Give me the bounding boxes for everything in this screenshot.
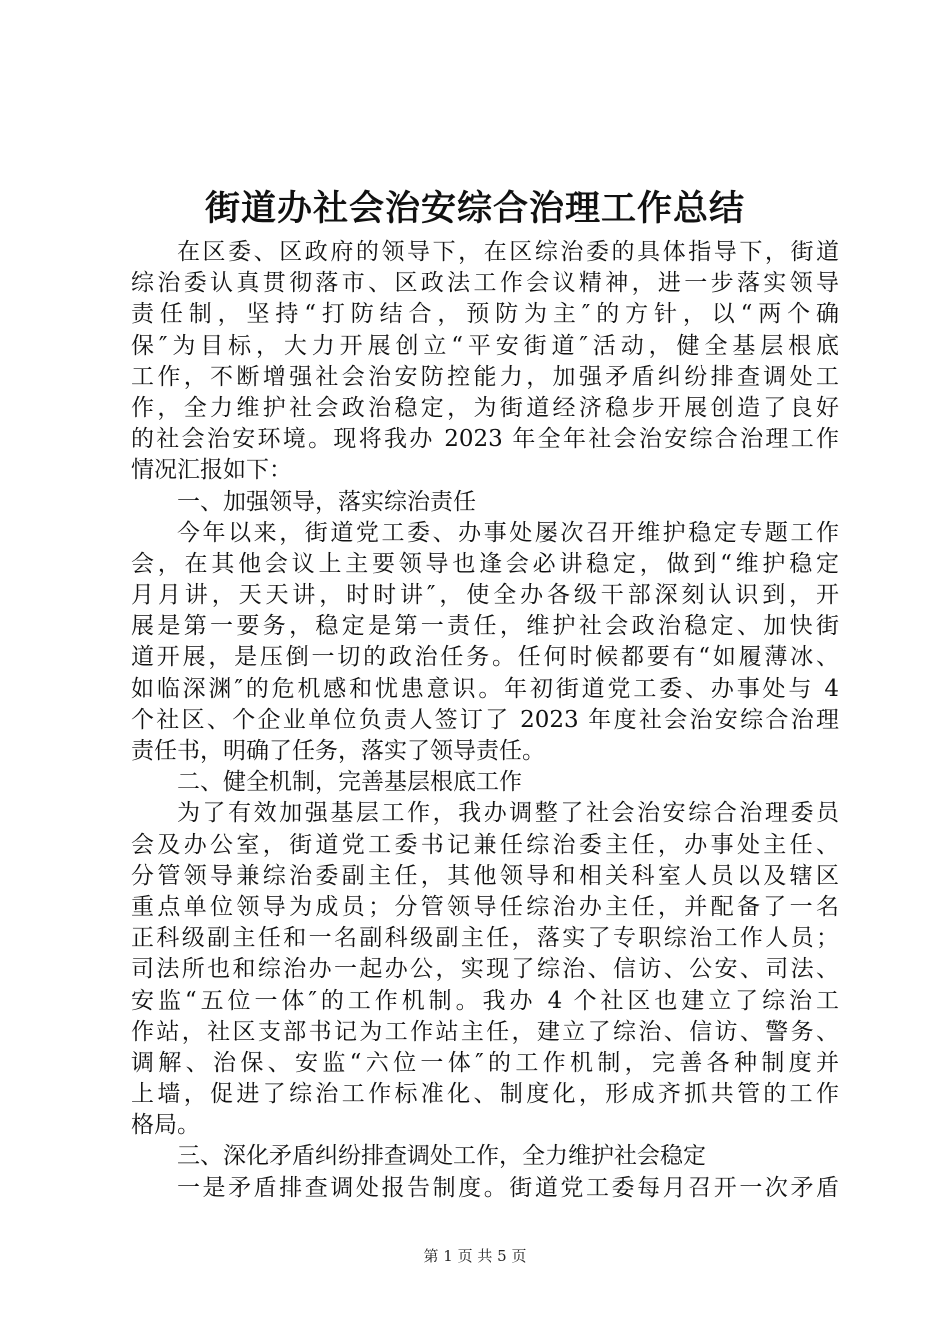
text-line: 今年以来，街道党工委、办事处屡次召开维护稳定专题工作 — [177, 519, 839, 546]
text-line: 责任制，坚持“打防结合，预防为主″的方针，以“两个确 — [131, 301, 839, 328]
text-line: 作，全力维护社会政治稳定，为街道经济稳步开展创造了良好 — [131, 394, 839, 421]
text-line: 三、深化矛盾纠纷排查调处工作，全力维护社会稳定 — [177, 1143, 706, 1170]
text-line: 综治委认真贯彻落市、区政法工作会议精神，进一步落实领导 — [131, 270, 839, 297]
text-line: 格局。 — [131, 1112, 200, 1139]
text-line: 会及办公室，街道党工委书记兼任综治委主任，办事处主任、 — [131, 831, 839, 858]
text-line: 的社会治安环境。现将我办 2023 年全年社会治安综合治理工作 — [131, 426, 839, 453]
text-line: 保″为目标，大力开展创立“平安街道″活动，健全基层根底 — [131, 332, 839, 359]
text-line: 分管领导兼综治委副主任，其他领导和相关科室人员以及辖区 — [131, 862, 839, 889]
text-line: 重点单位领导为成员；分管领导任综治办主任，并配备了一名 — [131, 893, 839, 920]
text-line: 展是第一要务，稳定是第一责任，维护社会政治稳定、加快街 — [131, 613, 839, 640]
document-title: 街道办社会治安综合治理工作总结 — [204, 188, 745, 229]
text-line: 调解、治保、安监“六位一体″的工作机制，完善各种制度并 — [131, 1049, 839, 1076]
text-line: 在区委、区政府的领导下，在区综治委的具体指导下，街道 — [177, 239, 839, 265]
document-body — [131, 237, 839, 1204]
text-line: 安监“五位一体″的工作机制。我办 4 个社区也建立了综治工 — [131, 987, 839, 1014]
text-line: 一、加强领导，落实综治责任 — [177, 488, 476, 515]
text-line: 情况汇报如下： — [131, 457, 292, 484]
text-line: 一是矛盾排查调处报告制度。街道党工委每月召开一次矛盾 — [177, 1174, 839, 1201]
text-line: 道开展，是压倒一切的政治任务。任何时候都要有“如履薄冰、 — [131, 644, 839, 671]
text-line: 如临深渊″的危机感和忧患意识。年初街道党工委、办事处与 4 — [131, 675, 839, 702]
text-line: 作站，社区支部书记为工作站主任，建立了综治、信访、警务、 — [131, 1018, 839, 1045]
text-line: 月月讲，天天讲，时时讲″，使全办各级干部深刻认识到，开 — [131, 582, 839, 609]
page-footer: 第 1 页 共 5 页 — [423, 1247, 527, 1265]
text-line: 工作，不断增强社会治安防控能力，加强矛盾纠纷排查调处工 — [131, 363, 839, 390]
text-line: 正科级副主任和一名副科级副主任，落实了专职综治工作人员； — [131, 925, 839, 952]
text-line: 上墙，促进了综治工作标准化、制度化，形成齐抓共管的工作 — [131, 1081, 839, 1108]
text-line: 司法所也和综治办一起办公，实现了综治、信访、公安、司法、 — [131, 956, 839, 983]
text-line: 会，在其他会议上主要领导也逢会必讲稳定，做到“维护稳定 — [131, 550, 839, 577]
text-line: 二、健全机制，完善基层根底工作 — [177, 769, 522, 796]
text-line: 责任书，明确了任务，落实了领导责任。 — [131, 738, 545, 764]
text-line: 个社区、个企业单位负责人签订了 2023 年度社会治安综合治理 — [131, 706, 839, 733]
text-line: 为了有效加强基层工作，我办调整了社会治安综合治理委员 — [177, 800, 839, 827]
